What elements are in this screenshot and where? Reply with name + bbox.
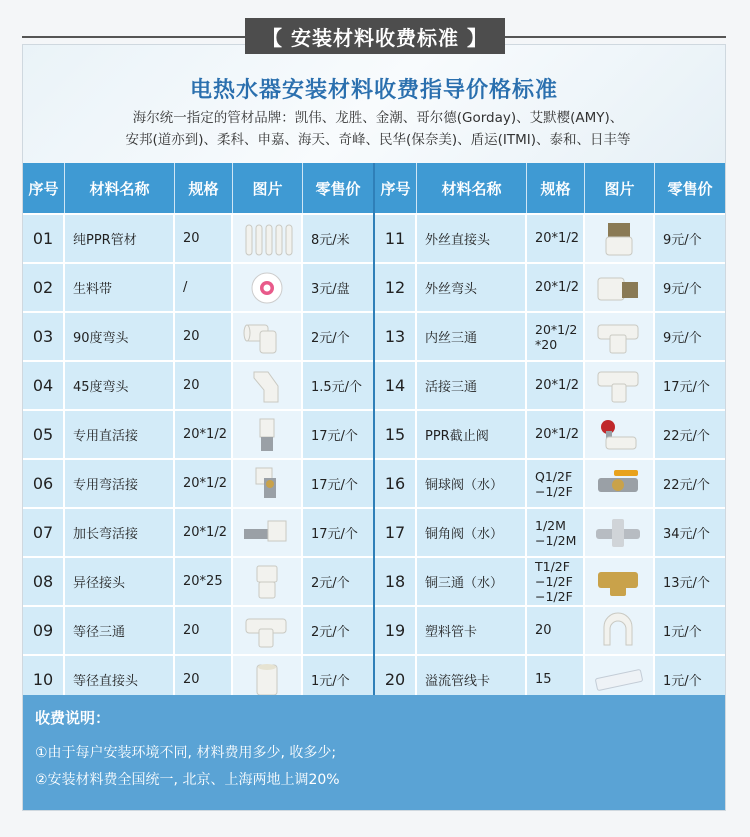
row-spec: 20*1/2	[527, 411, 583, 458]
row-image	[585, 607, 653, 654]
angle-valve-icon	[592, 513, 646, 553]
row-no: 06	[23, 460, 63, 507]
row-no: 01	[23, 215, 63, 262]
row-no: 16	[375, 460, 415, 507]
row-spec: 20	[175, 313, 231, 360]
row-spec: 20*25	[175, 558, 231, 605]
brand-list	[53, 107, 703, 151]
row-spec: 20*1/2	[175, 460, 231, 507]
row-name: 纯PPR管材	[65, 215, 173, 262]
row-no: 03	[23, 313, 63, 360]
row-no: 14	[375, 362, 415, 409]
row-name: 异径接头	[65, 558, 173, 605]
row-spec: 20*1/2 *20	[527, 313, 583, 360]
row-image	[233, 362, 301, 409]
row-spec: 20	[175, 656, 231, 703]
row-price: 3元/盘	[303, 264, 373, 311]
row-image	[233, 215, 301, 262]
row-price: 13元/个	[655, 558, 725, 605]
row-spec: 20*1/2	[527, 362, 583, 409]
row-spec: 20	[527, 607, 583, 654]
row-no: 05	[23, 411, 63, 458]
row-spec: 20*1/2	[175, 509, 231, 556]
row-price: 1.5元/个	[303, 362, 373, 409]
brass-tee-icon	[592, 562, 646, 602]
banner-line-right	[505, 36, 726, 38]
row-name: 90度弯头	[65, 313, 173, 360]
male-thread-coupling-icon	[592, 219, 646, 259]
table-row	[375, 215, 725, 262]
row-name: 溢流管线卡	[417, 656, 525, 703]
row-no: 08	[23, 558, 63, 605]
row-name: 铜三通（水）	[417, 558, 525, 605]
row-name: 生料带	[65, 264, 173, 311]
row-spec: 1/2M −1/2M	[527, 509, 583, 556]
table-row	[23, 558, 373, 605]
row-no: 20	[375, 656, 415, 703]
header-price: 零售价	[315, 179, 361, 198]
elbow-90-icon	[240, 317, 294, 357]
row-name: 专用直活接	[65, 411, 173, 458]
notes-line-1: ①由于每户安装环境不同, 材料费用多少, 收多少;	[35, 745, 337, 761]
row-price: 17元/个	[303, 460, 373, 507]
row-spec: 20	[175, 362, 231, 409]
row-no: 11	[375, 215, 415, 262]
elbow-union-icon	[240, 464, 294, 504]
header-image: 图片	[233, 163, 303, 213]
row-spec: Q1/2F −1/2F	[527, 460, 583, 507]
fee-notes	[23, 695, 725, 810]
notes-line-2: ②安装材料费全国统一, 北京、上海两地上调20%	[35, 772, 340, 788]
table-row	[23, 460, 373, 507]
row-image	[585, 411, 653, 458]
section-banner: 【 安装材料收费标准 】	[245, 18, 505, 54]
page-title: 电热水器安装材料收费指导价格标准	[189, 78, 558, 103]
row-image	[585, 362, 653, 409]
row-no: 10	[23, 656, 63, 703]
table-row	[375, 509, 725, 556]
table-row	[375, 411, 725, 458]
row-image	[233, 607, 301, 654]
header-name: 材料名称	[417, 163, 527, 213]
row-no: 18	[375, 558, 415, 605]
table-row	[23, 411, 373, 458]
table-header	[375, 163, 725, 213]
row-image	[585, 215, 653, 262]
header-spec: 规格	[175, 163, 233, 213]
row-image	[233, 509, 301, 556]
row-image	[585, 558, 653, 605]
row-image	[233, 313, 301, 360]
row-spec: T1/2F −1/2F −1/2F	[527, 558, 583, 605]
row-image	[233, 264, 301, 311]
row-price: 2元/个	[303, 607, 373, 654]
header-no: 序号	[23, 163, 65, 213]
row-no: 07	[23, 509, 63, 556]
row-price: 2元/个	[303, 558, 373, 605]
row-spec: 20*1/2	[527, 215, 583, 262]
row-price: 1元/个	[655, 656, 725, 703]
row-spec: /	[175, 264, 231, 311]
long-elbow-union-icon	[240, 513, 294, 553]
row-no: 15	[375, 411, 415, 458]
row-price: 1元/个	[655, 607, 725, 654]
row-price: 22元/个	[655, 460, 725, 507]
table-row	[375, 264, 725, 311]
row-price: 9元/个	[655, 215, 725, 262]
row-spec: 15	[527, 656, 583, 703]
row-spec: 20*1/2	[175, 411, 231, 458]
overflow-clip-icon	[592, 660, 646, 700]
row-no: 19	[375, 607, 415, 654]
row-name: 等径三通	[65, 607, 173, 654]
notes-title: 收费说明：	[35, 709, 111, 727]
row-no: 12	[375, 264, 415, 311]
price-table-left	[23, 163, 373, 703]
row-name: 铜角阀（水）	[417, 509, 525, 556]
row-image	[585, 264, 653, 311]
price-card	[22, 44, 726, 811]
table-row	[375, 362, 725, 409]
row-spec: 20*1/2	[527, 264, 583, 311]
row-no: 09	[23, 607, 63, 654]
table-row	[23, 362, 373, 409]
straight-union-icon	[240, 415, 294, 455]
table-row	[23, 264, 373, 311]
pipe-icon	[240, 219, 294, 259]
male-thread-elbow-icon	[592, 268, 646, 308]
row-name: 铜球阀（水）	[417, 460, 525, 507]
brand-line-2: 安邦(道亦到)、柔科、申嘉、海天、奇峰、民华(保奈美)、盾运(ITMI)、泰和、日丰等	[125, 132, 631, 148]
row-no: 13	[375, 313, 415, 360]
row-image	[233, 558, 301, 605]
row-image	[233, 411, 301, 458]
table-row	[23, 509, 373, 556]
table-row	[23, 215, 373, 262]
row-price: 34元/个	[655, 509, 725, 556]
coupling-icon	[240, 660, 294, 700]
row-image	[585, 460, 653, 507]
row-name: 45度弯头	[65, 362, 173, 409]
row-name: 塑料管卡	[417, 607, 525, 654]
row-price: 8元/米	[303, 215, 373, 262]
row-name: 活接三通	[417, 362, 525, 409]
row-image	[233, 460, 301, 507]
pipe-clip-icon	[592, 611, 646, 651]
row-price: 9元/个	[655, 264, 725, 311]
row-name: 专用弯活接	[65, 460, 173, 507]
row-no: 04	[23, 362, 63, 409]
header-area	[23, 45, 725, 163]
row-name: 外丝直接头	[417, 215, 525, 262]
row-name: 内丝三通	[417, 313, 525, 360]
header-spec: 规格	[527, 163, 585, 213]
row-price: 2元/个	[303, 313, 373, 360]
table-row	[375, 460, 725, 507]
header-name: 材料名称	[65, 163, 175, 213]
row-no: 02	[23, 264, 63, 311]
row-price: 17元/个	[303, 509, 373, 556]
row-price: 9元/个	[655, 313, 725, 360]
row-price: 22元/个	[655, 411, 725, 458]
row-no: 17	[375, 509, 415, 556]
banner-line-left	[22, 36, 245, 38]
table-row	[23, 607, 373, 654]
ball-valve-icon	[592, 464, 646, 504]
row-spec: 20	[175, 607, 231, 654]
row-price: 17元/个	[655, 362, 725, 409]
reducer-icon	[240, 562, 294, 602]
price-table-right	[375, 163, 725, 703]
row-name: 加长弯活接	[65, 509, 173, 556]
female-thread-tee-icon	[592, 317, 646, 357]
row-price: 17元/个	[303, 411, 373, 458]
table-row	[375, 558, 725, 605]
table-row	[375, 607, 725, 654]
union-tee-icon	[592, 366, 646, 406]
header-image: 图片	[585, 163, 655, 213]
row-price: 1元/个	[303, 656, 373, 703]
table-row	[23, 313, 373, 360]
row-name: 等径直接头	[65, 656, 173, 703]
brand-line-1: 海尔统一指定的管材品牌：凯伟、龙胜、金潮、哥尔德(Gorday)、艾默樱(AMY)、	[132, 110, 624, 126]
row-image	[585, 509, 653, 556]
row-name: PPR截止阀	[417, 411, 525, 458]
stop-valve-icon	[592, 415, 646, 455]
tee-icon	[240, 611, 294, 651]
header-no: 序号	[375, 163, 417, 213]
tape-roll-icon	[240, 268, 294, 308]
row-image	[585, 313, 653, 360]
row-name: 外丝弯头	[417, 264, 525, 311]
elbow-45-icon	[240, 366, 294, 406]
header-price: 零售价	[667, 179, 713, 198]
table-header	[23, 163, 373, 213]
row-spec: 20	[175, 215, 231, 262]
table-row	[375, 313, 725, 360]
